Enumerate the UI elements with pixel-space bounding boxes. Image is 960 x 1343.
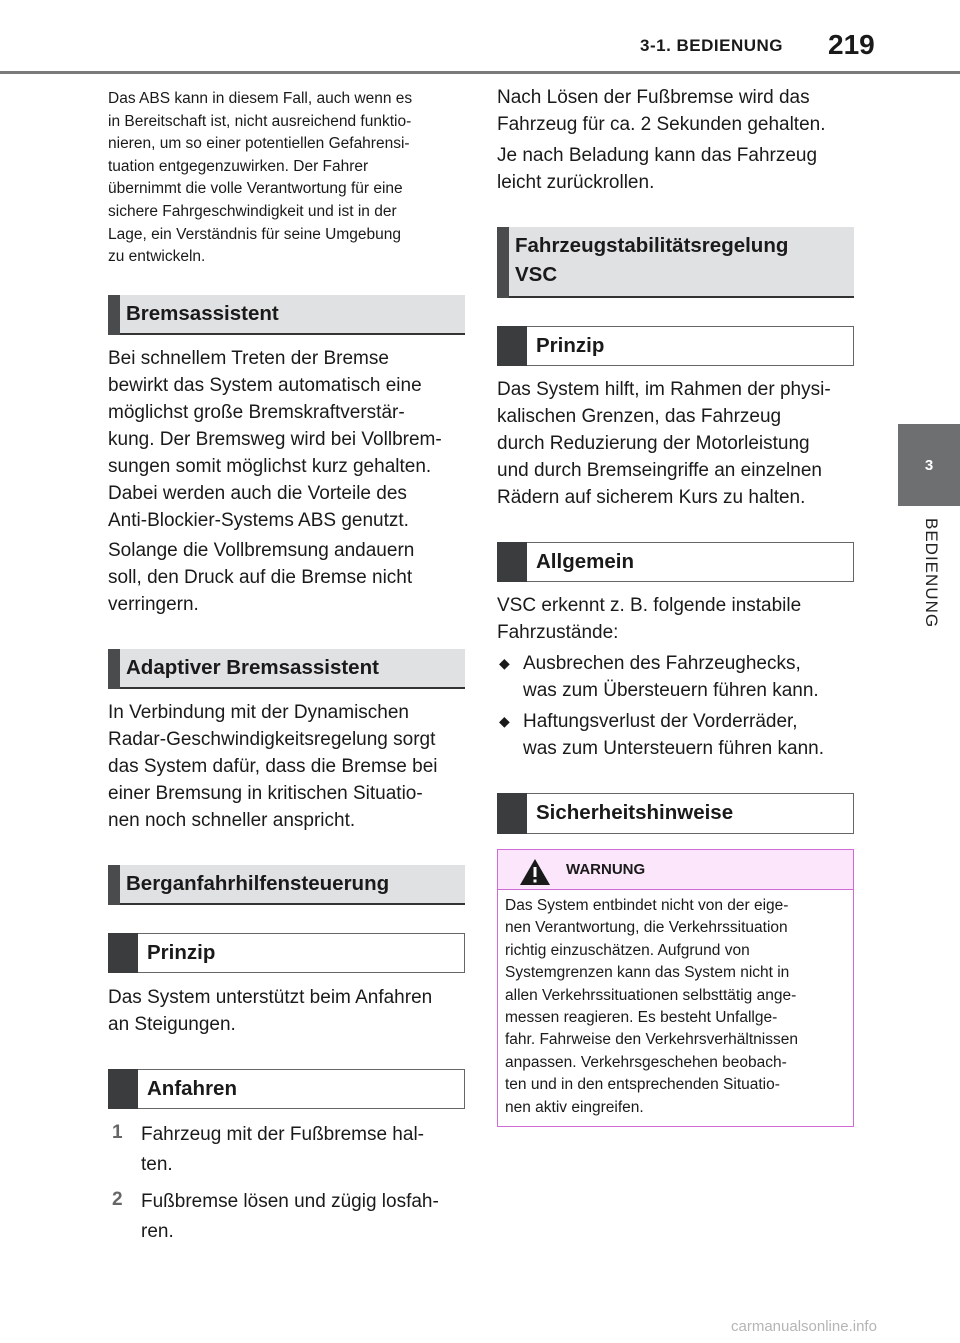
watermark: carmanualsonline.info [731,1318,877,1335]
subheading-text: Prinzip [536,334,605,357]
subheading-text: Allgemein [536,550,634,573]
heading-adaptiver-bremsassistent [108,649,465,689]
heading-text: Adaptiver Bremsassistent [126,656,379,679]
allgemein-paragraph: VSC erkennt z. B. folgende instabile Fahrzustände: [497,595,802,643]
step-number: 1 [112,1122,123,1143]
warning-header [498,850,853,890]
heading-text: Berganfahrhilfensteuerung [126,872,390,895]
continued-paragraph-2: Je nach Beladung kann das Fahrzeug leicht zurückrollen. [497,145,818,193]
subheading-text: Prinzip [147,941,216,964]
subheading-prinzip-berg [108,933,465,973]
chapter-number: 3 [924,456,934,474]
heading-text: Bremsassistent [126,302,279,325]
header-rule [0,71,960,74]
heading-text: Fahrzeugstabilitätsregelung VSC [515,234,789,286]
subheading-anfahren [108,1069,465,1109]
page-number: 219 [828,29,875,60]
bremsassistent-paragraph-1: Bei schnellem Treten der Bremse bewirkt das System automatisch eine möglichst große Bremskraftverstär- kung. Der Bremsweg wird bei Vollbrem- sungen somit möglichst kurz gehalten. Dabei werden auch die Vorteile des Anti-Blockier-Systems ABS genutzt. [108,348,442,531]
heading-berganfahrhilfe [108,865,465,905]
vsc-prinzip-paragraph: Das System hilft, im Rahmen der physi- kalischen Grenzen, das Fahrzeug durch Reduzierung der Motorleistung und durch Bremseingriffe an einzelnen Rädern auf sicherem Kurs zu halten. [497,379,831,508]
continued-paragraph-1: Nach Lösen der Fußbremse wird das Fahrzeug für ca. 2 Sekunden gehalten. [497,87,826,135]
warning-text: Das System entbindet nicht von der eige- nen Verantwortung, die Verkehrssituation richtig einzuschätzen. Aufgrund von Systemgrenzen kann das System nicht in allen Verkehrssituationen selbsttätig ange- messen reagieren. Es besteht Unfallge- fahr. Fahrweise den Verkehrsverhältnissen anpassen. Verkehrsgeschehen beobach- ten und in den entsprechenden Situatio- nen aktiv eingreifen. [505,897,798,1116]
subheading-allgemein [497,542,854,582]
subheading-text: Anfahren [147,1077,237,1100]
step-number: 2 [112,1189,123,1210]
intro-paragraph: Das ABS kann in diesem Fall, auch wenn es in Bereitschaft ist, nicht ausreichend funktio- nieren, um so einer potentiellen Gefahrensi- tuation entgegenzuwirken. Der Fahrer übernimmt die volle Verantwortung für eine sichere Fahrgeschwindigkeit und ist in der Lage, ein Verständnis für seine Umgebung zu entwickeln. [108,90,413,266]
bremsassistent-paragraph-2: Solange die Vollbremsung andauern soll, den Druck auf die Bremse nicht verringern. [108,540,415,615]
heading-vsc [497,227,854,298]
subheading-prinzip-vsc [497,326,854,366]
chapter-tab[interactable] [898,424,960,506]
warning-triangle-icon [518,857,552,887]
warning-title: WARNUNG [566,861,646,878]
bullet-diamond-icon: ◆ [499,713,510,729]
section-title: 3-1. BEDIENUNG [640,36,784,55]
subheading-text: Sicherheitshinweise [536,801,734,824]
berg-prinzip-paragraph: Das System unterstützt beim Anfahren an Steigungen. [108,987,433,1035]
bullet-diamond-icon: ◆ [499,655,510,671]
chapter-label: BEDIENUNG [922,518,941,629]
adaptiv-paragraph: In Verbindung mit der Dynamischen Radar-Geschwindigkeitsregelung sorgt das System dafür, dass die Bremse bei einer Bremsung in kritischen Situatio- nen noch schneller anspricht. [108,702,438,831]
warning-box [497,849,854,1127]
subheading-sicherheitshinweise [497,793,854,834]
heading-bremsassistent [108,295,465,335]
